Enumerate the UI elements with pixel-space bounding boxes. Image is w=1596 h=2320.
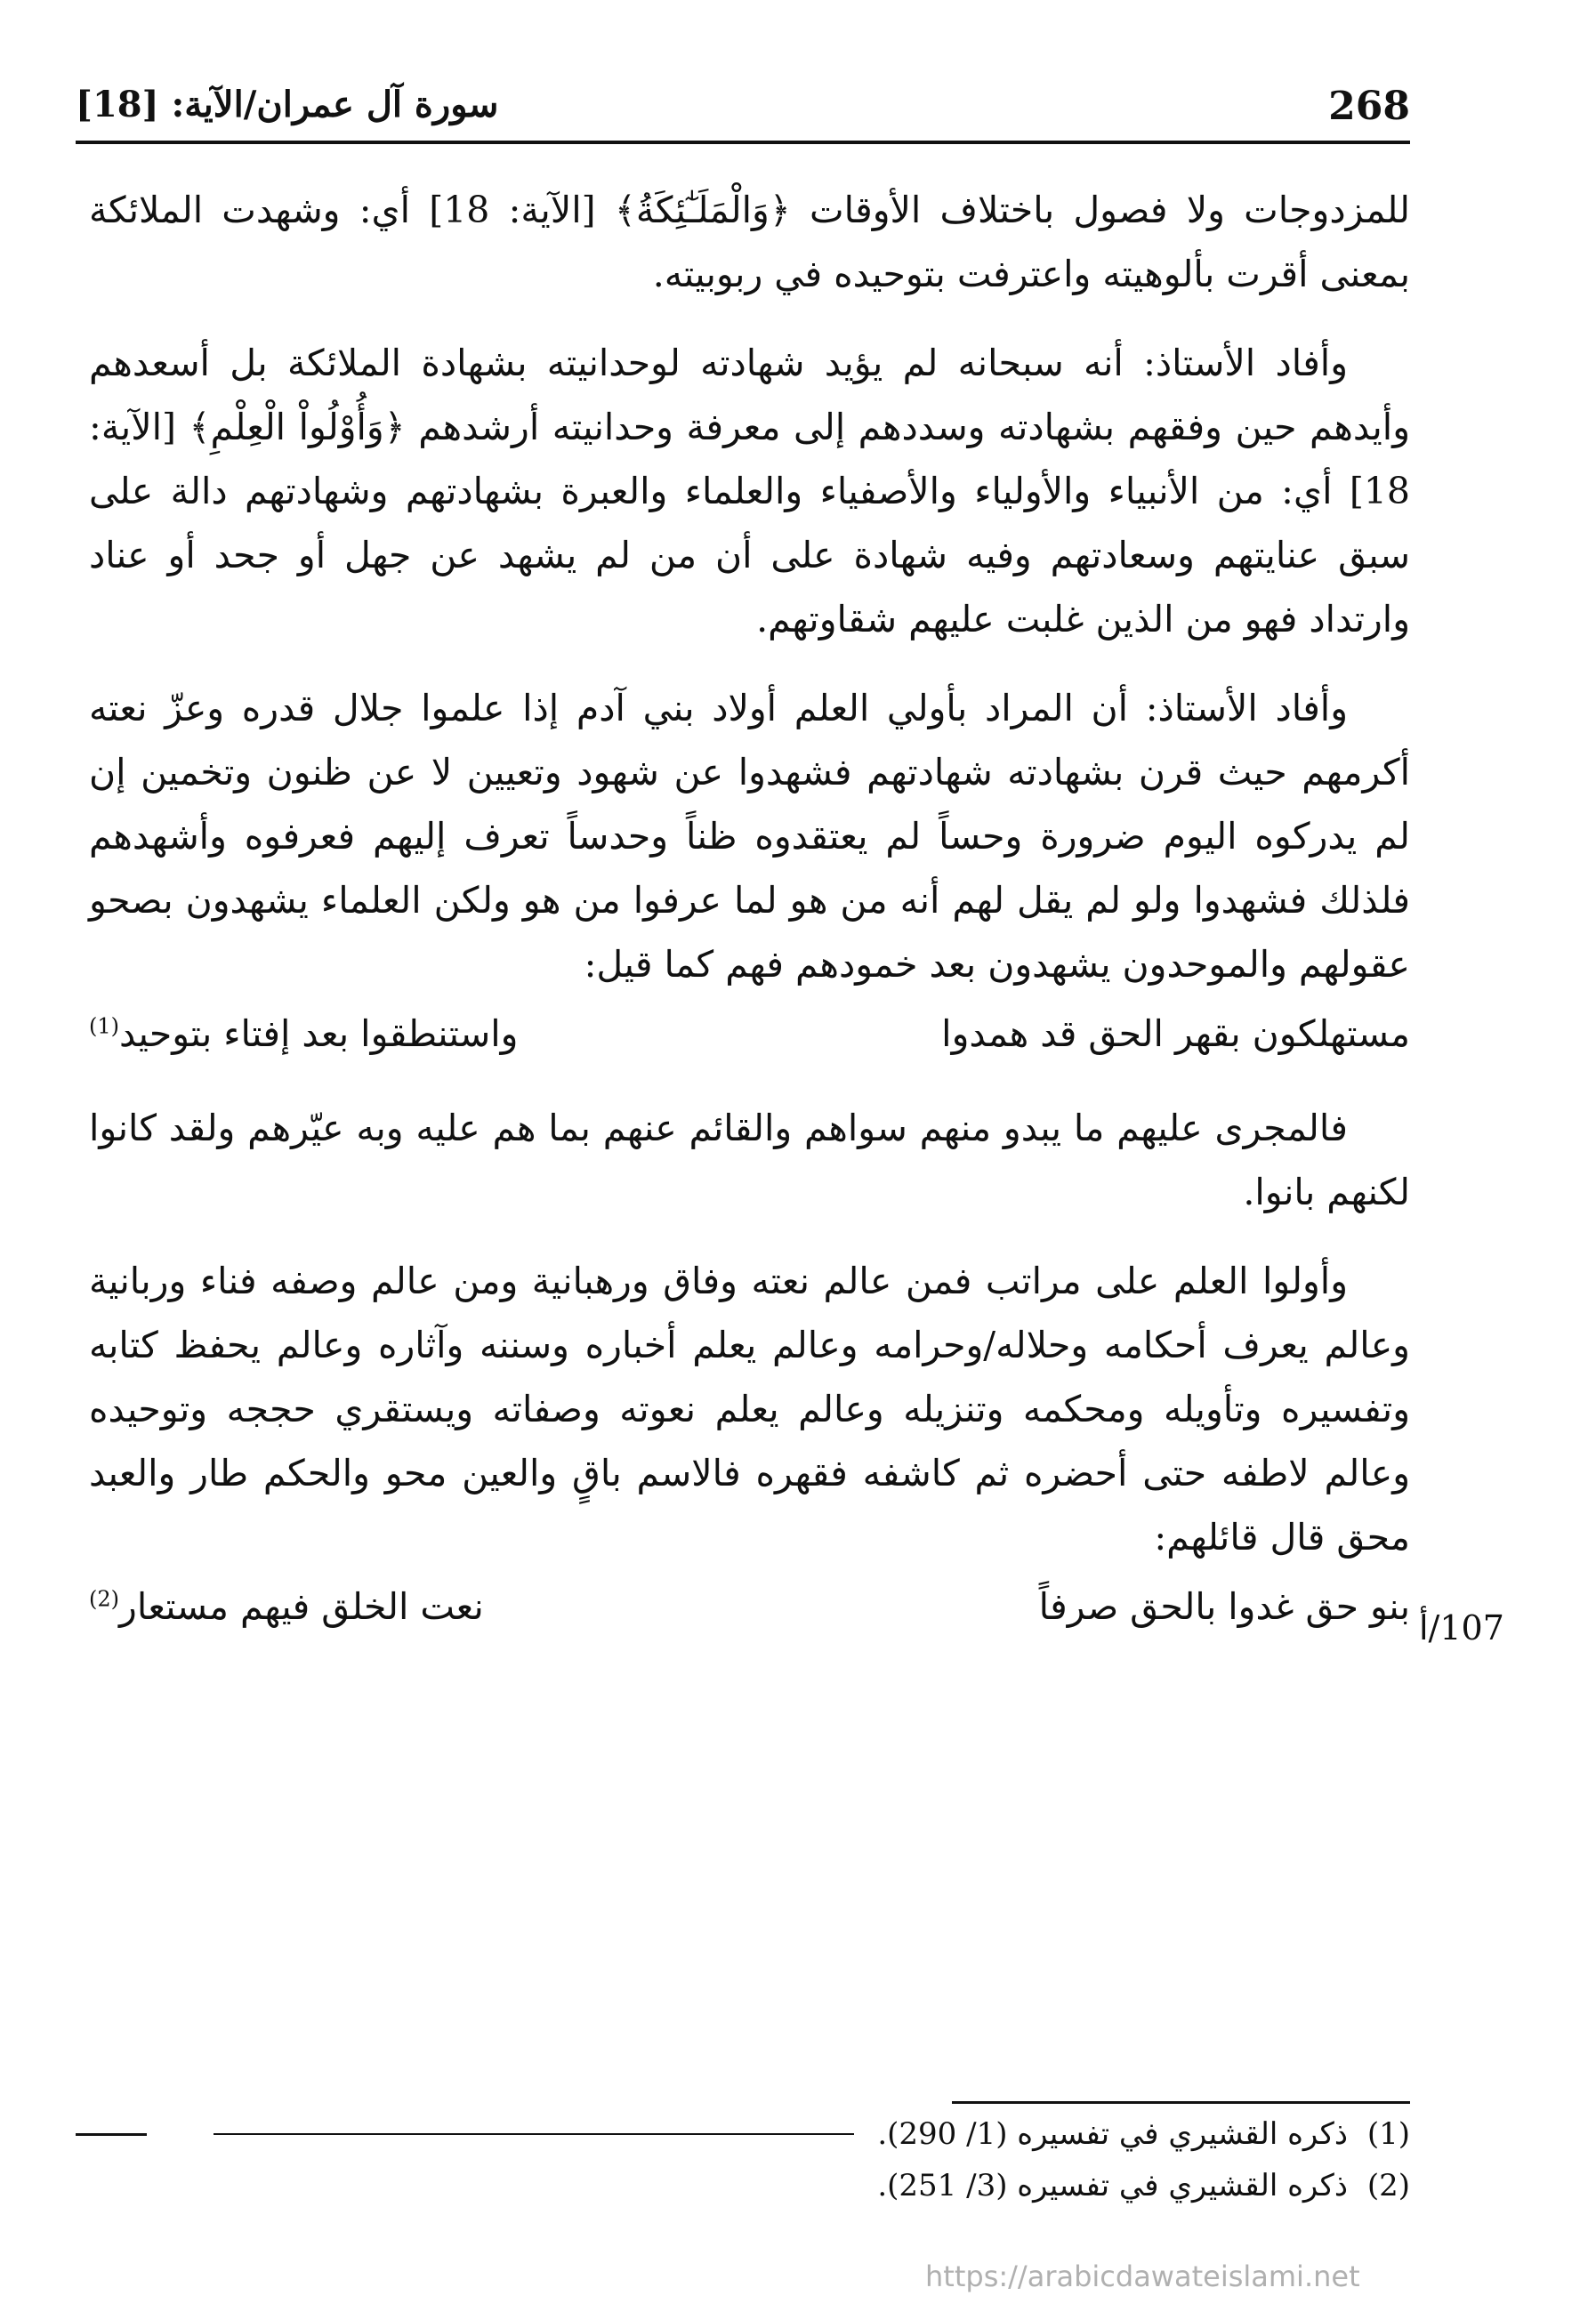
- verse-1-hemistich-b: واستنطقوا بعد إفتاء بتوحيد$^{(1)}$: [89, 1012, 519, 1055]
- footnote-ref-2: (2): [89, 1586, 120, 1612]
- running-title: سورة آل عمران/الآية: [18]: [76, 84, 499, 125]
- paragraph-4: فالمجرى عليهم ما يبدو منهم سواهم والقائم عنهم بما هم عليه وبه عيّرهم ولقد كانوا لكنهم بانوا.: [89, 1107, 1410, 1213]
- footnote-1: (1)ذكره القشيري في تفسيره (1/ 290).: [877, 2116, 1410, 2152]
- verse-1: [89, 1002, 1410, 1066]
- footnote-rule: [952, 2101, 1410, 2104]
- manuscript-folio-note: 107/أ: [1419, 1608, 1504, 1647]
- verse-2-hemistich-b: نعت الخلق فيهم مستعار$^{(2)}$: [89, 1585, 484, 1628]
- verse-2-hemistich-a: بنو حق غدوا بالحق صرفاً: [1038, 1585, 1410, 1628]
- paragraph-5: وأولوا العلم على مراتب فمن عالم نعته وفاق ورهبانية ومن عالم وصفه فناء وربانية وعالم يعرف أحكامه وحلاله/وحرامه وعالم يعلم أخباره وسننه وآثاره وعالم يحفظ كتابه وتفسيره وتأويله ومحكمه وتنزيله وعالم يعلم نعوته وصفاته ويستقري حججه وتوحيده وعالم لاطفه حتى أحضره ثم كاشفه فقهره فالاسم باقٍ والعين محو والحكم طار والعبد محق قال قائلهم:: [89, 1260, 1410, 1559]
- footnotes: [76, 2108, 1410, 2211]
- verse-2: [89, 1575, 1410, 1639]
- page-header: [76, 78, 1410, 149]
- footnote-ref-1: (1): [89, 1013, 120, 1039]
- header-rule: [76, 141, 1410, 144]
- footnote-2: (2)ذكره القشيري في تفسيره (3/ 251).: [877, 2168, 1410, 2203]
- paragraph-2: وأفاد الأستاذ: أنه سبحانه لم يؤيد شهادته لوحدانيته بشهادة الملائكة بل أسعدهم وأيدهم حين وفقهم بشهادته وسددهم إلى معرفة وحدانيته أرشدهم ﴿وَأُوْلُواْ الْعِلْمِ﴾ [الآية: 18] أي: من الأنبياء والأولياء والأصفياء والعلماء والعبرة بشهادتهم وشهادتهم دالة على سبق عنايتهم وسعادتهم وفيه شهادة على أن من لم يشهد عن جهل أو جحد أو عناد وارتداد فهو من الذين غلبت عليهم شقاوتهم.: [89, 342, 1410, 640]
- paragraph-3: وأفاد الأستاذ: أن المراد بأولي العلم أولاد بني آدم إذا علموا جلال قدره وعزّ نعته أكرمهم حيث قرن بشهادته شهادتهم فشهدوا عن شهود وتعيين لا عن ظنون وتخمين إن لم يدركوه اليوم ضرورة وحساً لم يعتقدوه ظناً وحدساً تعرف إليهم فعرفوه وأشهدهم فلذلك فشهدوا ولو لم يقل لهم أنه من هو لما عرفوا من هو ولكن العلماء يشهدون بصحو عقولهم والموحدون يشهدون بعد خمودهم فهم كما قيل:: [89, 687, 1410, 986]
- page-body: [89, 178, 1410, 1669]
- verse-1-hemistich-a: مستهلكون بقهر الحق قد همدوا: [941, 1012, 1410, 1055]
- watermark-url: https://arabicdawateislami.net: [925, 2260, 1360, 2293]
- page-number: 268: [1328, 84, 1410, 129]
- paragraph-1: للمزدوجات ولا فصول باختلاف الأوقات ﴿وَالْمَلَـٰٓئِكَةُ﴾ [الآية: 18] أي: وشهدت الملائكة بمعنى أقرت بألوهيته واعترفت بتوحيده في ربوبيته.: [89, 189, 1410, 295]
